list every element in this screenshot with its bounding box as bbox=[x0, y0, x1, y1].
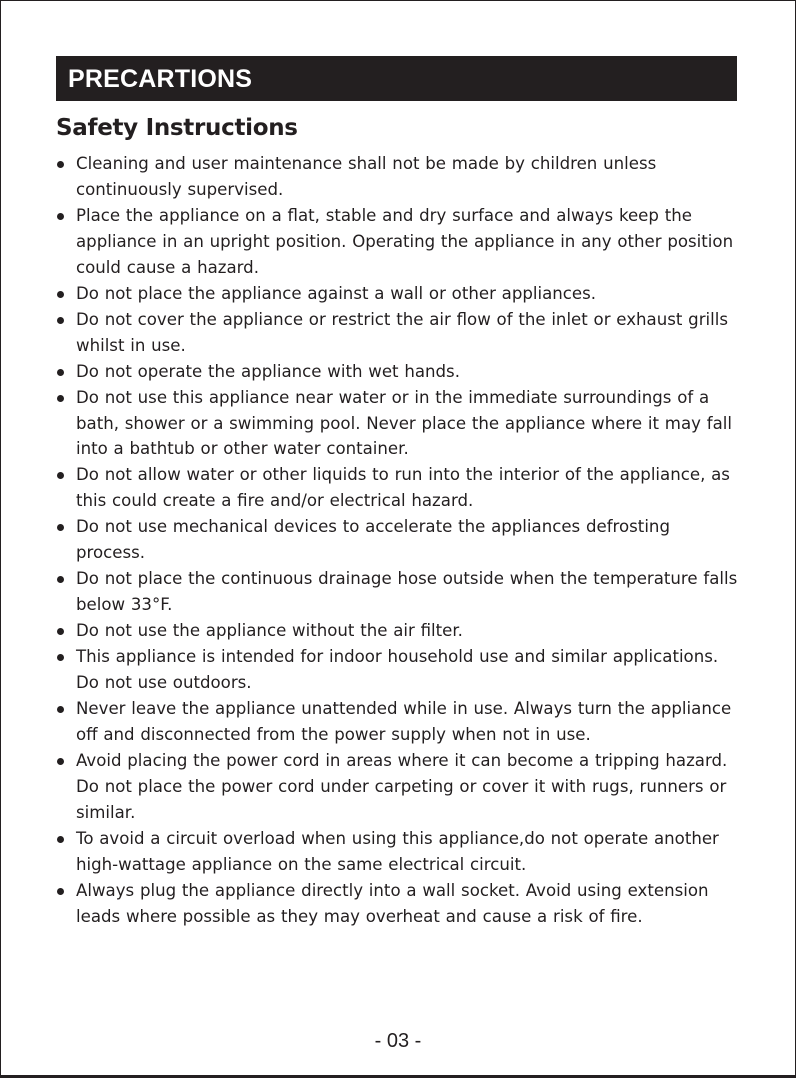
instruction-item bbox=[56, 566, 740, 618]
instruction-text: Do not use this appliance near water or in the immediate surroundings of a bath, shower or a swimming pool. Never place the appliance where it may fall into a bathtub or other water container. bbox=[76, 387, 732, 459]
page-number: - 03 - bbox=[374, 1030, 422, 1052]
instruction-item bbox=[56, 878, 740, 930]
instruction-item bbox=[56, 281, 740, 307]
bullet-icon bbox=[57, 576, 64, 583]
instruction-item bbox=[56, 826, 740, 878]
safety-instructions-list bbox=[56, 151, 740, 930]
instruction-text: Do not use the appliance without the air filter. bbox=[76, 621, 463, 641]
instruction-text: Do not allow water or other liquids to run into the interior of the appliance, as this could create a fire and/or electrical hazard. bbox=[76, 465, 730, 511]
instruction-item bbox=[56, 359, 740, 385]
section-heading: Safety Instructions bbox=[56, 115, 298, 141]
bullet-icon bbox=[57, 524, 64, 531]
instruction-text: Cleaning and user maintenance shall not be made by children unless continuously supervised. bbox=[76, 154, 657, 199]
instruction-text: This appliance is intended for indoor household use and similar applications. Do not use outdoors. bbox=[76, 647, 719, 693]
page-title: PRECARTIONS bbox=[68, 65, 253, 93]
instruction-text: Do not place the appliance against a wall or other appliances. bbox=[76, 283, 597, 303]
instruction-item bbox=[56, 618, 740, 644]
instruction-item bbox=[56, 748, 740, 826]
bullet-icon bbox=[57, 706, 64, 713]
bullet-icon bbox=[57, 888, 64, 895]
header-banner bbox=[56, 56, 737, 101]
instruction-text: Do not cover the appliance or restrict the air flow of the inlet or exhaust grills whilst in use. bbox=[76, 309, 728, 355]
bullet-icon bbox=[57, 369, 64, 376]
bullet-icon bbox=[57, 472, 64, 479]
bullet-icon bbox=[57, 213, 64, 220]
instruction-item bbox=[56, 385, 740, 463]
instruction-text: Avoid placing the power cord in areas where it can become a tripping hazard. Do not place the power cord under carpeting or cover it with rugs, runners or similar. bbox=[76, 750, 728, 822]
instruction-text: Do not operate the appliance with wet hands. bbox=[76, 361, 460, 381]
instruction-item bbox=[56, 203, 740, 281]
instruction-item bbox=[56, 696, 740, 748]
instruction-text: Do not place the continuous drainage hose outside when the temperature falls below 33°F. bbox=[76, 569, 738, 615]
bullet-icon bbox=[57, 654, 64, 661]
bullet-icon bbox=[57, 628, 64, 635]
bullet-icon bbox=[57, 395, 64, 402]
bullet-icon bbox=[57, 291, 64, 298]
instruction-item bbox=[56, 307, 740, 359]
bullet-icon bbox=[57, 317, 64, 324]
bullet-icon bbox=[57, 758, 64, 765]
instruction-text: To avoid a circuit overload when using this appliance,do not operate another high-wattage appliance on the same electrical circuit. bbox=[76, 828, 719, 874]
instruction-text: Always plug the appliance directly into a wall socket. Avoid using extension leads where possible as they may overheat and cause a risk of fire. bbox=[76, 880, 709, 926]
instruction-text: Do not use mechanical devices to accelerate the appliances defrosting process. bbox=[76, 517, 670, 563]
bullet-icon bbox=[57, 836, 64, 843]
bullet-icon bbox=[57, 161, 64, 168]
instruction-item bbox=[56, 151, 740, 203]
instruction-text: Place the appliance on a flat, stable and dry surface and always keep the appliance in an upright position. Operating the appliance in any other position could cause a hazard. bbox=[76, 205, 734, 277]
instruction-text: Never leave the appliance unattended while in use. Always turn the appliance off and disconnected from the power supply when not in use. bbox=[76, 699, 732, 744]
instruction-item bbox=[56, 462, 740, 514]
instruction-item bbox=[56, 644, 740, 696]
instruction-item bbox=[56, 514, 740, 566]
